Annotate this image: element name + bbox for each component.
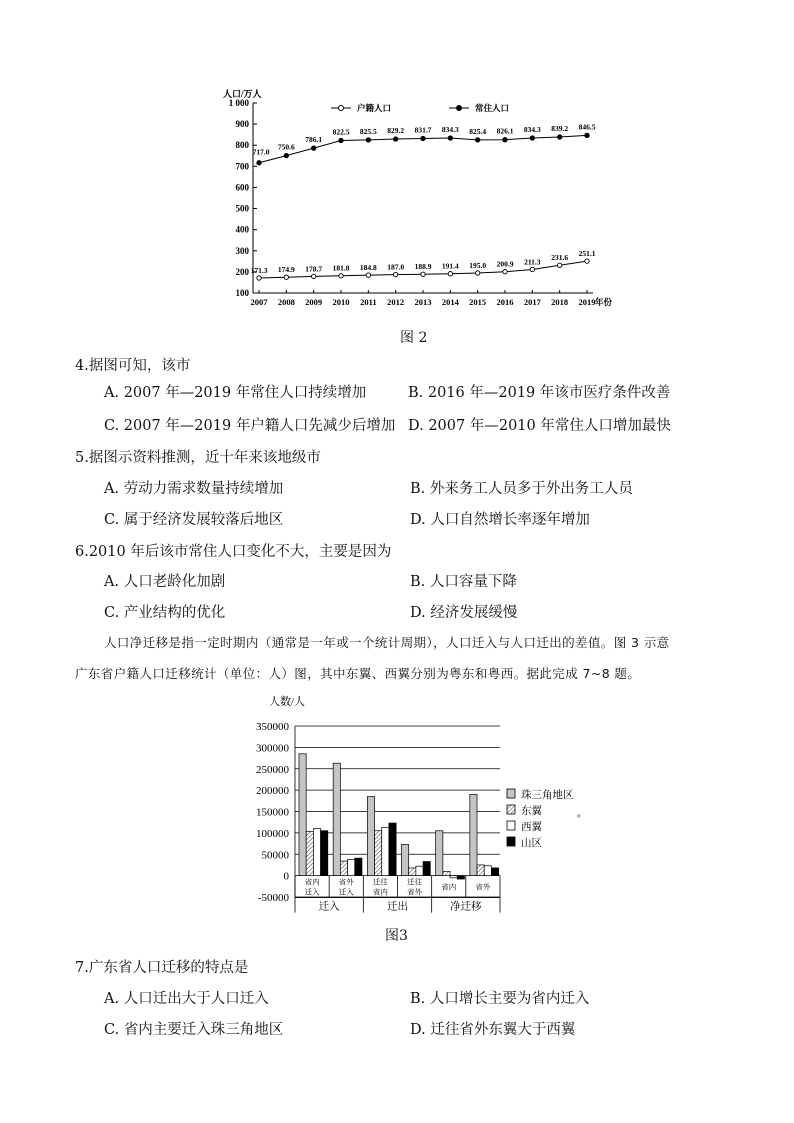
figure2-x-axis-suffix: 年份 — [595, 297, 613, 307]
figure2-data-label: 171.3 — [250, 265, 268, 275]
figure2-data-point — [284, 153, 288, 157]
figure3-y-tick-label: 200000 — [256, 785, 289, 798]
figure2-y-tick-label: 400 — [235, 224, 249, 235]
figure2-legend-label: 常住人口 — [475, 103, 510, 113]
figure2-y-tick-label: 300 — [235, 245, 249, 256]
figure2-data-point — [257, 276, 261, 280]
figure3-bar — [436, 831, 443, 876]
figure2-legend-marker — [339, 106, 344, 111]
figure2-line-chart — [215, 85, 635, 320]
figure2-data-point — [475, 271, 479, 275]
figure3-bar — [313, 829, 320, 876]
figure3-y-tick-label: 0 — [283, 870, 289, 883]
figure2-x-tick-label: 2017 — [523, 297, 541, 307]
figure2-legend-marker — [457, 106, 462, 111]
figure2-data-point — [530, 136, 534, 140]
figure2-y-tick-label: 200 — [235, 266, 249, 277]
figure3-bar — [470, 794, 477, 875]
question-5-option-c[interactable]: C. 属于经济发展较落后地区 — [104, 512, 284, 528]
figure3-bar — [443, 871, 450, 875]
figure2-data-label: 174.9 — [277, 265, 295, 275]
figure2-data-point — [284, 275, 288, 279]
figure2-data-label: 831.7 — [414, 125, 432, 135]
figure2-data-point — [557, 135, 561, 139]
figure3-legend-label: 珠三角地区 — [521, 790, 574, 801]
figure3-category-label-top: 省外 — [338, 877, 354, 887]
figure2-y-tick-label: 900 — [235, 119, 249, 130]
question-4-option-b[interactable]: B. 2016 年—2019 年该市医疗条件改善 — [408, 385, 671, 401]
figure2-data-point — [475, 138, 479, 142]
figure2-y-tick-label: 700 — [235, 161, 249, 172]
figure3-y-tick-label: 250000 — [256, 763, 289, 776]
figure2-data-label: 191.4 — [441, 261, 459, 271]
figure3-legend-swatch — [507, 821, 515, 830]
figure2-data-point — [448, 136, 452, 140]
question-7-option-d[interactable]: D. 迁往省外东翼大于西翼 — [410, 1022, 576, 1038]
figure2-x-tick-label: 2007 — [250, 297, 268, 307]
figure2-data-point — [393, 272, 397, 276]
figure3-y-tick-label: 50000 — [261, 849, 289, 862]
figure3-bar — [409, 868, 416, 876]
figure2-data-point — [530, 267, 534, 271]
figure2-data-label: 829.2 — [387, 126, 405, 136]
figure3-category-label: 省内 — [441, 882, 457, 892]
figure3-category-label-top: 省内 — [304, 877, 320, 887]
figure2-data-label: 178.7 — [305, 264, 323, 274]
figure2-y-tick-label: 800 — [235, 140, 249, 151]
figure2-data-point — [339, 274, 343, 278]
figure3-stray-mark: ° — [577, 813, 581, 823]
figure2-data-label: 825.5 — [359, 126, 377, 136]
question-5-option-b[interactable]: B. 外来务工人员多于外出务工人员 — [410, 481, 633, 497]
figure2-data-point — [421, 272, 425, 276]
figure3-bar — [367, 797, 374, 876]
figure3-legend-label: 山区 — [521, 838, 542, 849]
figure2-x-tick-label: 2010 — [332, 297, 350, 307]
figure2-x-tick-label: 2013 — [414, 297, 432, 307]
figure2-data-label: 839.2 — [551, 123, 569, 133]
figure2-data-point — [366, 138, 370, 142]
figure2-data-label: 231.6 — [551, 253, 569, 263]
figure3-bar — [416, 866, 423, 875]
figure2-data-label: 822.5 — [332, 127, 350, 137]
figure3-category-label: 省外 — [475, 882, 491, 892]
figure2-data-point — [257, 161, 261, 165]
figure2-y-tick-label: 600 — [235, 182, 249, 193]
figure3-y-tick-label: 350000 — [256, 721, 289, 733]
figure3-bar-chart — [245, 693, 595, 915]
figure3-legend-label: 东翼 — [521, 806, 542, 817]
figure2-data-label: 181.8 — [332, 263, 350, 273]
figure3-bar — [321, 831, 328, 876]
figure2-data-label: 786.1 — [305, 135, 323, 145]
question-4-option-c[interactable]: C. 2007 年—2019 年户籍人口先减少后增加 — [104, 418, 396, 434]
figure3-legend-swatch — [507, 789, 515, 798]
figure3-bar — [306, 832, 313, 876]
figure2-x-tick-label: 2016 — [496, 297, 514, 307]
figure3-bar — [423, 862, 430, 876]
figure3-category-label-top: 迁往 — [372, 877, 388, 887]
question-4-option-a[interactable]: A. 2007 年—2019 年常住人口持续增加 — [104, 385, 367, 401]
passage-line-1: 人口净迁移是指一定时期内（通常是一年或一个统计周期），人口迁入与人口迁出的差值。图 3 示意 — [104, 635, 670, 650]
figure3-legend-swatch — [507, 805, 515, 814]
question-4-stem: 4.据图可知，该市 — [75, 358, 191, 374]
figure3-caption: 图3 — [385, 928, 408, 944]
figure3-bar — [389, 823, 396, 876]
figure2-data-label: 834.3 — [441, 124, 459, 134]
figure2-x-tick-label: 2015 — [469, 297, 487, 307]
figure2-data-label: 251.1 — [578, 249, 596, 259]
figure2-x-tick-label: 2008 — [277, 297, 295, 307]
figure3-y-tick-label: -50000 — [257, 892, 289, 904]
figure2-data-point — [366, 273, 370, 277]
figure3-bar — [457, 876, 464, 879]
figure3-bar — [382, 827, 389, 875]
figure2-data-label: 187.0 — [387, 262, 405, 272]
figure2-data-point — [557, 263, 561, 267]
figure2-y-tick-label: 1 000 — [228, 98, 249, 108]
figure3-category-label-top: 迁往 — [407, 877, 423, 887]
figure2-data-point — [503, 269, 507, 273]
figure2-data-label: 846.5 — [578, 122, 596, 132]
figure2-data-point — [311, 146, 315, 150]
figure2-data-label: 195.0 — [469, 260, 487, 270]
figure2-caption: 图 2 — [400, 330, 428, 346]
figure2-data-label: 826.1 — [496, 126, 514, 136]
figure3-bar — [491, 868, 498, 876]
figure2-data-label: 188.9 — [414, 262, 432, 272]
figure3-group-label: 迁出 — [387, 901, 408, 913]
passage-line-2: 广东省户籍人口迁移统计（单位：人）图，其中东翼、西翼分别为粤东和粤西。据此完成 7~8 题。 — [75, 666, 641, 681]
question-6-option-b[interactable]: B. 人口容量下降 — [410, 574, 517, 590]
figure2-data-label: 200.9 — [496, 259, 514, 269]
figure3-group-label: 净迁移 — [450, 901, 482, 913]
question-6-stem: 6.2010 年后该市常住人口变化不大，主要是因为 — [75, 544, 392, 560]
figure2-y-axis-label: 人口/万人 — [223, 89, 262, 99]
figure2-data-point — [585, 133, 589, 137]
figure3-y-tick-label: 150000 — [256, 806, 289, 819]
figure3-category-label-bottom: 省内 — [372, 887, 388, 897]
figure3-legend-label: 西翼 — [521, 822, 542, 833]
figure2-data-label: 184.8 — [359, 263, 377, 273]
figure2-data-label: 211.3 — [524, 257, 541, 267]
figure3-bar — [299, 754, 306, 876]
question-7-option-a[interactable]: A. 人口迁出大于人口迁入 — [104, 991, 269, 1007]
question-7-stem: 7.广东省人口迁移的特点是 — [75, 960, 249, 976]
question-5-stem: 5.据图示资料推测，近十年来该地级市 — [75, 450, 321, 466]
question-4-option-d[interactable]: D. 2007 年—2010 年常住人口增加最快 — [408, 418, 671, 434]
figure3-bar — [355, 858, 362, 876]
question-5-option-d[interactable]: D. 人口自然增长率逐年增加 — [410, 512, 590, 528]
figure2-x-tick-label: 2018 — [551, 297, 569, 307]
figure3-y-tick-label: 100000 — [256, 827, 289, 840]
question-6-option-a[interactable]: A. 人口老龄化加剧 — [104, 574, 226, 590]
figure3-bar — [484, 866, 491, 876]
figure2-legend-label: 户籍人口 — [357, 103, 392, 113]
figure3-y-tick-label: 300000 — [256, 742, 289, 755]
figure3-bar — [477, 865, 484, 876]
figure2-data-point — [311, 274, 315, 278]
question-7-option-c[interactable]: C. 省内主要迁入珠三角地区 — [104, 1022, 284, 1038]
figure3-bar — [402, 844, 409, 875]
figure3-bar — [348, 859, 355, 875]
figure3-y-axis-label: 人数/人 — [269, 696, 306, 708]
figure2-x-tick-label: 2011 — [360, 297, 377, 307]
figure3-bar — [333, 763, 340, 875]
figure3-bar — [450, 876, 457, 878]
figure3-category-label-bottom: 省外 — [407, 887, 423, 897]
figure3-legend-swatch — [507, 837, 515, 846]
figure3-group-label: 迁入 — [318, 901, 340, 913]
figure2-y-tick-label: 500 — [235, 203, 249, 214]
figure2-data-label: 750.6 — [277, 142, 295, 152]
question-6-option-d[interactable]: D. 经济发展缓慢 — [410, 605, 518, 621]
figure2-data-point — [393, 137, 397, 141]
figure2-data-point — [503, 138, 507, 142]
question-5-option-a[interactable]: A. 劳动力需求数量持续增加 — [104, 481, 284, 497]
figure2-y-tick-label: 100 — [235, 288, 249, 298]
figure2-data-point — [585, 259, 589, 263]
figure2-data-point — [421, 136, 425, 140]
figure2-x-tick-label: 2019 — [578, 297, 596, 307]
figure2-data-point — [448, 272, 452, 276]
figure2-data-label: 717.0 — [252, 147, 270, 157]
figure2-data-point — [339, 138, 343, 142]
figure3-category-label-bottom: 迁入 — [338, 887, 354, 897]
question-6-option-c[interactable]: C. 产业结构的优化 — [104, 605, 226, 621]
figure2-x-tick-label: 2014 — [441, 297, 459, 307]
figure2-data-label: 834.3 — [523, 124, 541, 134]
question-7-option-b[interactable]: B. 人口增长主要为省内迁入 — [410, 991, 590, 1007]
figure3-category-label-bottom: 迁入 — [304, 887, 320, 897]
figure2-x-tick-label: 2012 — [387, 297, 405, 307]
figure2-x-tick-label: 2009 — [305, 297, 323, 307]
figure2-data-label: 825.4 — [469, 126, 487, 136]
figure3-bar — [375, 831, 382, 876]
figure3-bar — [340, 861, 347, 876]
